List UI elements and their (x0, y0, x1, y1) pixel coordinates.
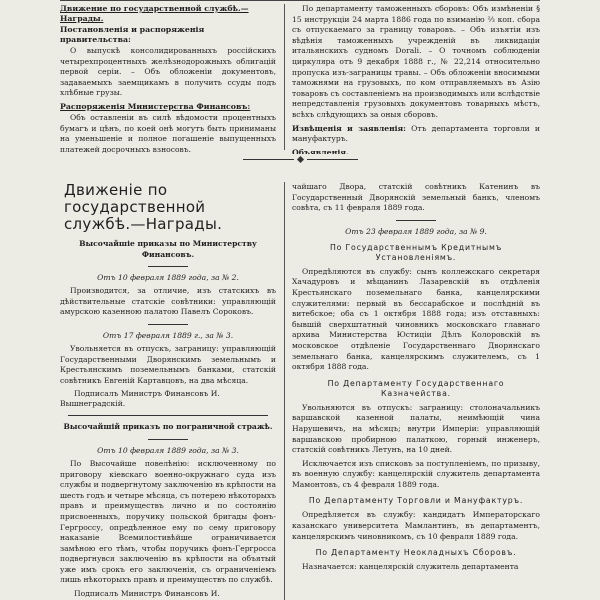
main-column-rule (284, 182, 285, 600)
subsection-heading: Высочайшіе приказы по Министерству Финансовъ. (79, 239, 257, 259)
subsection-heading: Высочайшій приказъ по пограничной стражѣ. (63, 422, 273, 432)
toc-heading: Извѣщенія и заявленія: (292, 123, 406, 133)
toc-paragraph: Объ оставленіи въ силѣ вѣдомости процентныхъ бумагъ и цѣнъ, по коей онѣ могутъ быть приниманы на уменьшеніе и полное погашеніе выпущенныхъ платежей досрочныхъ взносовъ. (60, 112, 276, 154)
toc-text: Отъ департамента торговли и мануфактуръ. (292, 123, 540, 144)
main-left-column (60, 182, 276, 600)
toc-left-column (60, 4, 276, 154)
toc-heading: Объявленія. (292, 147, 349, 154)
order-date: Отъ 10 февраля 1889 года, за № 3. (97, 445, 239, 455)
department-heading: По Департаменту Торговли и Мануфактуръ. (308, 496, 524, 506)
order-paragraph: Увольняется въ отпускъ, заграницу: управляющій Государственными Дворянскимъ земельнымъ и Крестьянскимъ поземельнымъ банками, статскій совѣтникъ Евгеній Картавцовъ, на два мѣсяца. (60, 343, 276, 385)
toc-entry (292, 124, 540, 145)
short-rule (396, 220, 436, 221)
divider-line (243, 159, 294, 160)
divider-diamond (297, 155, 304, 162)
short-rule (148, 324, 188, 325)
order-paragraph: Назначается: канцелярскій служитель департамента (302, 562, 519, 572)
order-paragraph: Опредѣляются въ службу: сынъ коллежскаго секретаря Хачадуровъ и мѣщанинъ Лазаревскій въ отдѣленія Крестьянскаго поземельнаго банка, канцелярскими служителями: первый въ бессарабское и послѣдній въ витебское; оба съ 1 октября 1888 года; изъ отставныхъ: бывшій сверхштатный чиновникъ московскаго главнаго архива Министерства Юстиціи Дѣлъ Колоровскій въ московское отдѣленіе Государственнаго Дворянскаго земельнаго банка, канцелярскимъ служителемъ, съ 1 октября 1888 года. (292, 266, 540, 372)
order-paragraph: По Высочайше повелѣнію: исключенному по приговору кіевскаго военно-окружнаго суда изъ службы и подвергнутому заключенію въ крѣпости на шесть годъ и четыре мѣсяца, съ потерею нѣкоторыхъ правъ и преимуществъ лично и по состоянію присвоенныхъ, поручику польской бригады фонъ-Гергроссу, опредѣленное ему по сему приговору наказаніе Всемилостивѣйше ограничивается замѣною его тѣмъ, чтобы поручикъ фонъ-Гергросса подвергнувся заключенію въ крѣпости на объятый уже имъ срокъ его заключенія, съ ограниченіемъ лишь нѣкоторыхъ правъ и преимуществъ по службѣ. (60, 458, 276, 585)
toc-heading: Постановленія и распоряженія правительства: (60, 25, 205, 44)
department-heading: По Департаменту Неокладныхъ Сборовъ. (315, 548, 517, 558)
toc-heading: Распоряженія Министерства Финансовъ: (60, 101, 251, 111)
signature-line: Подписалъ Министръ Финансовъ И. Вышнеградскій. (60, 389, 220, 409)
divider-line (307, 159, 358, 160)
order-date: Отъ 23 февраля 1889 года, за № 9. (345, 226, 487, 236)
main-right-column (292, 182, 540, 600)
order-date: Отъ 10 февраля 1889 года, за № 2. (97, 273, 239, 283)
ornamental-divider (243, 156, 358, 162)
top-rule (60, 0, 540, 1)
department-heading: По Департаменту Государственнаго Казначейства. (327, 378, 505, 398)
order-paragraph: Исключается изъ списковъ за поступленіемъ, по призыву, въ военную службу: канцелярскій служитель департамента Мамонтовъ, съ 4 февраля 1889 года. (292, 458, 540, 489)
toc-right-column (292, 4, 540, 154)
toc-column-rule (284, 4, 285, 150)
signature-line: Подписалъ Министръ Финансовъ И. (74, 589, 220, 599)
short-rule (148, 266, 188, 267)
department-heading: По Государственнымъ Кредитнымъ Установленіямъ. (329, 242, 503, 262)
short-rule (148, 439, 188, 440)
short-rule (68, 415, 268, 416)
order-paragraph: Опредѣляется въ службу: кандидатъ Императорскаго казанскаго университета Мамлантинъ, въ департаментъ, канцелярскимъ чиновникомъ, съ 10 февраля 1889 года. (292, 510, 540, 541)
toc-paragraph: О выпускѣ консолидированныхъ россійскихъ четырехпроцентныхъ желѣзнодорожныхъ облигацій первой серіи. – Объ обложеніи документовъ, задаваемыхъ заемщикамъ в получить ссуды подъ хлѣбные грузы. (60, 46, 276, 98)
order-paragraph: чайшаго Двора, статскій совѣтникъ Катенинъ въ Государственный Дворянскій земельный банкъ, членомъ совѣта, съ 11 февраля 1889 года. (292, 182, 540, 213)
toc-paragraph: По департаменту таможенныхъ сборовъ: Объ измѣненіи § 15 инструкціи 24 марта 1886 года по взиманію ⅔ коп. сбора съ отпускаемаго за границу товаровъ. – Объ изъятіи изъ вѣдѣнія таможенныхъ учрежденій въ ликвидаціи итальянскихъ судномъ Dorali. – О точномъ соблюденіи циркуляра отъ 9 декабря 1888 г., № 22,214 относительно пропуска изъ-заграницы травы. – Объ обложеніи вносимыми таможнями на грузовыхъ, по ком отправляемыхъ въ Азію товаровъ съ составленіемъ на производимыхъ или вслѣдствіе непредставленія грузовыхъ документовъ товарныхъ мѣстъ, всѣхъ слѣдующихъ за оныя сборовъ. (292, 4, 540, 119)
order-paragraph: Производится, за отличие, изъ статскихъ въ дѣйствительные статскіе совѣтники: управляющій амурскою казенною палатою Павелъ Сороковъ. (60, 286, 276, 317)
section-title: Движеніе по государственной службѣ.—Награды. (64, 182, 223, 233)
order-paragraph: Увольняются въ отпускъ: заграницу: столоначальникъ варшавской казенной палаты, неимѣющій чина Нарушевичъ, на мѣсяцъ; внутри Имперіи: управляющій варшавскою пробирною палаткою, горный инженеръ, статскій совѣтникъ Летунъ, на 10 дней. (292, 402, 540, 455)
order-date: Отъ 17 февраля 1889 г., за № 3. (102, 330, 234, 340)
toc-heading: Движение по государственной службѣ.—Награды. (60, 4, 249, 23)
